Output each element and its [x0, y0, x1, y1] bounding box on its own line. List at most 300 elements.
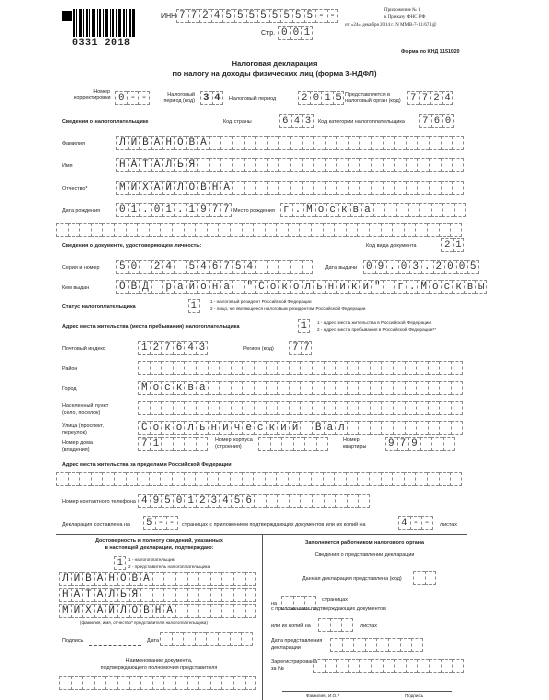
input-cell[interactable] [139, 260, 151, 274]
input-cell[interactable] [232, 158, 244, 172]
input-cell[interactable] [348, 158, 360, 172]
input-cell[interactable] [233, 676, 245, 690]
input-cell[interactable] [289, 381, 301, 395]
input-cell[interactable]: а [324, 421, 336, 435]
input-cell[interactable] [184, 223, 196, 237]
birthdate-cells[interactable] [116, 203, 232, 217]
input-cell[interactable]: и [277, 421, 289, 435]
input-cell[interactable]: О [186, 181, 198, 195]
input-cell[interactable]: Я [129, 588, 141, 602]
input-cell[interactable] [325, 181, 337, 195]
input-cell[interactable] [405, 401, 417, 415]
input-cell[interactable]: в [184, 381, 196, 395]
input-cell[interactable]: . [174, 203, 186, 217]
input-cell[interactable] [439, 472, 451, 486]
input-cell[interactable] [393, 401, 405, 415]
input-cell[interactable] [255, 136, 267, 150]
input-cell[interactable]: 5 [269, 9, 281, 23]
input-cell[interactable] [290, 158, 302, 172]
input-cell[interactable] [255, 260, 267, 274]
input-cell[interactable]: г [280, 203, 292, 217]
input-cell[interactable] [218, 472, 230, 486]
input-cell[interactable] [288, 472, 300, 486]
input-cell[interactable]: о [290, 280, 302, 294]
input-cell[interactable] [255, 181, 267, 195]
input-cell[interactable]: 5 [161, 494, 173, 508]
representative-doc-row1[interactable] [59, 676, 256, 690]
input-cell[interactable]: 7 [161, 341, 173, 355]
input-cell[interactable] [325, 136, 337, 150]
input-cell[interactable]: 7 [138, 437, 150, 451]
input-cell[interactable] [173, 361, 185, 375]
input-cell[interactable] [336, 659, 348, 673]
input-cell[interactable] [289, 494, 301, 508]
input-cell[interactable] [221, 588, 233, 602]
input-cell[interactable] [325, 659, 337, 673]
input-cell[interactable] [300, 361, 312, 375]
input-cell[interactable]: к [278, 280, 290, 294]
input-cell[interactable] [219, 361, 231, 375]
input-cell[interactable]: к [348, 280, 360, 294]
postcode-cells[interactable] [138, 341, 208, 355]
input-cell[interactable]: 5 [143, 516, 155, 530]
input-cell[interactable]: 0 [278, 26, 290, 40]
input-cell[interactable] [149, 472, 161, 486]
input-cell[interactable] [358, 494, 370, 508]
input-cell[interactable]: к [173, 381, 185, 395]
input-cell[interactable] [150, 401, 162, 415]
input-cell[interactable] [451, 381, 463, 395]
input-cell[interactable] [335, 381, 347, 395]
input-cell[interactable] [138, 361, 150, 375]
input-cell[interactable]: Х [139, 181, 151, 195]
input-cell[interactable] [210, 588, 222, 602]
input-cell[interactable] [232, 280, 244, 294]
input-cell[interactable] [452, 158, 464, 172]
input-cell[interactable] [341, 618, 353, 632]
input-cell[interactable] [152, 572, 164, 586]
input-cell[interactable]: 2 [150, 341, 162, 355]
input-cell[interactable] [451, 401, 463, 415]
input-cell[interactable] [230, 472, 242, 486]
input-cell[interactable] [230, 223, 242, 237]
input-cell[interactable] [196, 361, 208, 375]
input-cell[interactable] [336, 158, 348, 172]
input-cell[interactable]: н [208, 421, 220, 435]
input-cell[interactable] [161, 437, 173, 451]
input-cell[interactable]: 4 [212, 91, 224, 105]
input-cell[interactable] [347, 421, 359, 435]
input-cell[interactable] [68, 472, 80, 486]
input-cell[interactable] [277, 361, 289, 375]
input-cell[interactable]: 6 [431, 114, 443, 128]
input-cell[interactable] [394, 136, 406, 150]
input-cell[interactable]: М [303, 203, 315, 217]
input-cell[interactable] [358, 361, 370, 375]
input-cell[interactable] [376, 638, 388, 652]
input-cell[interactable] [381, 472, 393, 486]
input-cell[interactable]: А [128, 158, 140, 172]
input-cell[interactable]: 5 [280, 9, 292, 23]
input-cell[interactable] [172, 632, 184, 646]
input-cell[interactable]: а [174, 280, 186, 294]
input-cell[interactable] [245, 588, 257, 602]
input-cell[interactable] [413, 571, 425, 585]
input-cell[interactable] [209, 136, 221, 150]
input-cell[interactable] [300, 381, 312, 395]
input-cell[interactable] [163, 676, 175, 690]
input-cell[interactable]: л [184, 421, 196, 435]
input-cell[interactable] [187, 604, 199, 618]
input-cell[interactable] [79, 472, 91, 486]
input-cell[interactable]: 9 [385, 437, 397, 451]
input-cell[interactable] [299, 472, 311, 486]
input-cell[interactable] [242, 361, 254, 375]
flat-cells[interactable] [385, 437, 455, 451]
input-cell[interactable]: 1 [188, 299, 200, 313]
input-cell[interactable]: М [59, 604, 71, 618]
input-cell[interactable] [442, 203, 454, 217]
input-cell[interactable] [347, 381, 359, 395]
input-cell[interactable] [184, 472, 196, 486]
input-cell[interactable] [429, 158, 441, 172]
input-cell[interactable]: 4 [184, 341, 196, 355]
input-cell[interactable]: 5 [292, 9, 304, 23]
input-cell[interactable] [441, 659, 453, 673]
input-cell[interactable] [383, 659, 395, 673]
input-cell[interactable] [451, 421, 463, 435]
input-cell[interactable] [439, 223, 451, 237]
input-cell[interactable]: 6 [173, 341, 185, 355]
input-cell[interactable] [404, 472, 416, 486]
input-cell[interactable] [383, 158, 395, 172]
input-cell[interactable]: и [336, 280, 348, 294]
input-cell[interactable] [91, 472, 103, 486]
office-sheets-cells[interactable] [318, 618, 353, 632]
input-cell[interactable]: 5 [246, 9, 258, 23]
input-cell[interactable] [373, 203, 385, 217]
input-cell[interactable]: 9 [197, 203, 209, 217]
input-cell[interactable] [210, 604, 222, 618]
input-cell[interactable] [276, 472, 288, 486]
input-cell[interactable] [323, 223, 335, 237]
input-cell[interactable]: Л [117, 604, 129, 618]
input-cell[interactable]: Н [209, 181, 221, 195]
input-cell[interactable] [324, 401, 336, 415]
input-cell[interactable] [288, 223, 300, 237]
input-cell[interactable]: 3 [409, 260, 421, 274]
input-cell[interactable] [429, 136, 441, 150]
input-cell[interactable] [406, 136, 418, 150]
input-cell[interactable] [406, 181, 418, 195]
input-cell[interactable] [358, 401, 370, 415]
input-cell[interactable]: с [161, 381, 173, 395]
input-cell[interactable] [82, 676, 94, 690]
input-cell[interactable]: л [302, 280, 314, 294]
house-cells[interactable] [138, 437, 208, 451]
input-cell[interactable]: ч [231, 421, 243, 435]
input-cell[interactable] [244, 158, 256, 172]
input-cell[interactable] [242, 223, 254, 237]
input-cell[interactable] [244, 181, 256, 195]
input-cell[interactable] [313, 136, 325, 150]
input-cell[interactable] [323, 472, 335, 486]
input-cell[interactable]: 1 [321, 91, 333, 105]
input-cell[interactable]: М [417, 280, 429, 294]
input-cell[interactable]: к [161, 421, 173, 435]
input-cell[interactable] [330, 638, 342, 652]
input-cell[interactable] [381, 421, 393, 435]
input-cell[interactable]: н [209, 280, 221, 294]
input-cell[interactable]: 1 [150, 437, 162, 451]
input-cell[interactable] [346, 223, 358, 237]
input-cell[interactable] [451, 361, 463, 375]
input-cell[interactable] [427, 472, 439, 486]
input-cell[interactable] [221, 604, 233, 618]
input-cell[interactable]: В [128, 280, 140, 294]
input-cell[interactable]: М [116, 181, 128, 195]
input-cell[interactable]: 2 [199, 9, 211, 23]
input-cell[interactable]: Л [116, 136, 128, 150]
input-cell[interactable]: 2 [441, 238, 453, 252]
input-cell[interactable]: О [117, 572, 129, 586]
input-cell[interactable] [427, 223, 439, 237]
input-cell[interactable] [218, 223, 230, 237]
input-cell[interactable] [187, 676, 199, 690]
input-cell[interactable]: 5 [234, 9, 246, 23]
input-cell[interactable]: 4 [219, 494, 231, 508]
input-cell[interactable]: . [406, 280, 418, 294]
input-cell[interactable] [94, 676, 106, 690]
input-cell[interactable]: А [151, 136, 163, 150]
input-cell[interactable] [370, 361, 382, 375]
signature-line[interactable] [89, 645, 141, 646]
input-cell[interactable]: 1 [301, 26, 313, 40]
series-cells[interactable] [116, 260, 313, 274]
input-cell[interactable] [278, 181, 290, 195]
input-cell[interactable]: с [326, 203, 338, 217]
input-cell[interactable]: А [94, 588, 106, 602]
input-cell[interactable]: 9 [408, 437, 420, 451]
confirm-type-cell[interactable] [114, 556, 126, 570]
input-cell[interactable] [277, 381, 289, 395]
input-cell[interactable]: 3 [302, 114, 314, 128]
input-cell[interactable]: й [186, 280, 198, 294]
input-cell[interactable]: 1 [138, 341, 150, 355]
input-cell[interactable] [347, 361, 359, 375]
input-cell[interactable] [137, 223, 149, 237]
registration-number-cells[interactable] [313, 659, 464, 673]
input-cell[interactable]: - [410, 516, 422, 530]
signer-name-cells[interactable] [59, 588, 256, 602]
input-cell[interactable]: 5 [222, 9, 234, 23]
input-cell[interactable]: А [163, 604, 175, 618]
input-cell[interactable] [152, 676, 164, 690]
input-cell[interactable] [233, 572, 245, 586]
input-cell[interactable] [394, 181, 406, 195]
input-cell[interactable] [392, 472, 404, 486]
patronymic-cells[interactable] [116, 181, 464, 195]
input-cell[interactable] [347, 401, 359, 415]
input-cell[interactable] [198, 676, 210, 690]
input-cell[interactable]: с [441, 280, 453, 294]
input-cell[interactable]: 0 [444, 260, 456, 274]
input-cell[interactable]: г [394, 280, 406, 294]
input-cell[interactable]: 5 [257, 9, 269, 23]
input-cell[interactable] [206, 632, 218, 646]
input-cell[interactable] [371, 158, 383, 172]
input-cell[interactable] [276, 223, 288, 237]
input-cell[interactable]: " [244, 280, 256, 294]
input-cell[interactable]: А [151, 181, 163, 195]
input-cell[interactable] [404, 223, 416, 237]
input-cell[interactable] [129, 676, 141, 690]
input-cell[interactable] [174, 260, 186, 274]
input-cell[interactable]: Н [152, 604, 164, 618]
office-date-cells[interactable] [330, 638, 423, 652]
input-cell[interactable]: - [315, 9, 327, 23]
input-cell[interactable] [450, 472, 462, 486]
input-cell[interactable] [267, 260, 279, 274]
input-cell[interactable] [71, 676, 83, 690]
input-cell[interactable] [452, 659, 464, 673]
input-cell[interactable] [388, 638, 400, 652]
tax-authority-cells[interactable] [407, 91, 453, 105]
input-cell[interactable] [302, 158, 314, 172]
input-cell[interactable] [198, 604, 210, 618]
input-cell[interactable]: . [292, 203, 304, 217]
input-cell[interactable] [163, 572, 175, 586]
input-cell[interactable]: 2 [433, 260, 445, 274]
input-cell[interactable]: о [150, 421, 162, 435]
input-cell[interactable]: 0 [116, 203, 128, 217]
input-cell[interactable] [114, 223, 126, 237]
input-cell[interactable]: 7 [301, 341, 313, 355]
input-cell[interactable]: к [266, 421, 278, 435]
input-cell[interactable] [450, 223, 462, 237]
input-cell[interactable]: 7 [289, 341, 301, 355]
input-cell[interactable] [300, 494, 312, 508]
input-cell[interactable] [266, 361, 278, 375]
input-cell[interactable]: 0 [290, 26, 302, 40]
input-cell[interactable]: 0 [115, 91, 127, 105]
input-cell[interactable] [428, 421, 440, 435]
input-cell[interactable] [163, 588, 175, 602]
input-cell[interactable]: 3 [208, 494, 220, 508]
input-cell[interactable] [197, 158, 209, 172]
input-cell[interactable]: Х [82, 604, 94, 618]
input-cell[interactable] [184, 437, 196, 451]
input-cell[interactable] [381, 361, 393, 375]
input-cell[interactable] [293, 437, 305, 451]
input-cell[interactable] [231, 361, 243, 375]
input-cell[interactable]: А [197, 136, 209, 150]
input-cell[interactable] [300, 401, 312, 415]
input-cell[interactable]: в [350, 203, 362, 217]
input-cell[interactable]: В [140, 604, 152, 618]
input-cell[interactable]: И [128, 136, 140, 150]
input-cell[interactable] [370, 381, 382, 395]
input-cell[interactable] [393, 381, 405, 395]
input-cell[interactable] [267, 136, 279, 150]
input-cell[interactable] [324, 381, 336, 395]
input-cell[interactable] [241, 632, 253, 646]
input-cell[interactable]: 1 [184, 494, 196, 508]
input-cell[interactable] [342, 638, 354, 652]
input-cell[interactable]: 0 [310, 91, 322, 105]
input-cell[interactable] [289, 361, 301, 375]
input-cell[interactable] [196, 401, 208, 415]
input-cell[interactable] [384, 203, 396, 217]
input-cell[interactable] [245, 676, 257, 690]
input-cell[interactable]: Й [105, 604, 117, 618]
input-cell[interactable] [394, 158, 406, 172]
input-cell[interactable]: Ь [174, 158, 186, 172]
input-cell[interactable] [302, 136, 314, 150]
input-cell[interactable]: ь [196, 421, 208, 435]
input-cell[interactable] [415, 223, 427, 237]
input-cell[interactable] [420, 437, 432, 451]
input-cell[interactable] [175, 572, 187, 586]
input-cell[interactable] [383, 136, 395, 150]
input-cell[interactable] [244, 136, 256, 150]
input-cell[interactable]: А [94, 604, 106, 618]
input-cell[interactable] [195, 632, 207, 646]
input-cell[interactable] [383, 181, 395, 195]
input-cell[interactable]: о [150, 381, 162, 395]
input-cell[interactable]: Я [186, 158, 198, 172]
input-cell[interactable] [210, 676, 222, 690]
input-cell[interactable] [302, 181, 314, 195]
input-cell[interactable] [417, 659, 429, 673]
address-type-cell[interactable] [298, 319, 310, 333]
input-cell[interactable] [221, 676, 233, 690]
input-cell[interactable] [359, 181, 371, 195]
input-cell[interactable] [299, 223, 311, 237]
input-cell[interactable] [208, 401, 220, 415]
input-cell[interactable] [231, 401, 243, 415]
input-cell[interactable] [428, 401, 440, 415]
input-cell[interactable] [151, 280, 163, 294]
page-number-cells[interactable] [278, 26, 313, 40]
input-cell[interactable]: ь [313, 280, 325, 294]
input-cell[interactable]: И [71, 604, 83, 618]
input-cell[interactable] [149, 223, 161, 237]
input-cell[interactable]: 2 [298, 91, 310, 105]
surname-cells[interactable] [116, 136, 464, 150]
input-cell[interactable] [196, 437, 208, 451]
input-cell[interactable]: о [267, 280, 279, 294]
birthplace-extra-cells[interactable] [56, 223, 462, 237]
input-cell[interactable] [428, 381, 440, 395]
input-cell[interactable]: Н [105, 572, 117, 586]
input-cell[interactable] [369, 472, 381, 486]
input-cell[interactable]: 1 [162, 203, 174, 217]
foreign-address-row1[interactable] [56, 472, 462, 486]
input-cell[interactable] [441, 181, 453, 195]
input-cell[interactable]: В [312, 421, 324, 435]
input-cell[interactable] [232, 136, 244, 150]
input-cell[interactable] [441, 158, 453, 172]
input-cell[interactable]: 7 [188, 9, 200, 23]
input-cell[interactable]: В [139, 136, 151, 150]
input-cell[interactable] [114, 472, 126, 486]
input-cell[interactable] [207, 223, 219, 237]
input-cell[interactable]: . [139, 203, 151, 217]
input-cell[interactable] [218, 632, 230, 646]
input-cell[interactable]: а [220, 280, 232, 294]
input-cell[interactable] [365, 638, 377, 652]
